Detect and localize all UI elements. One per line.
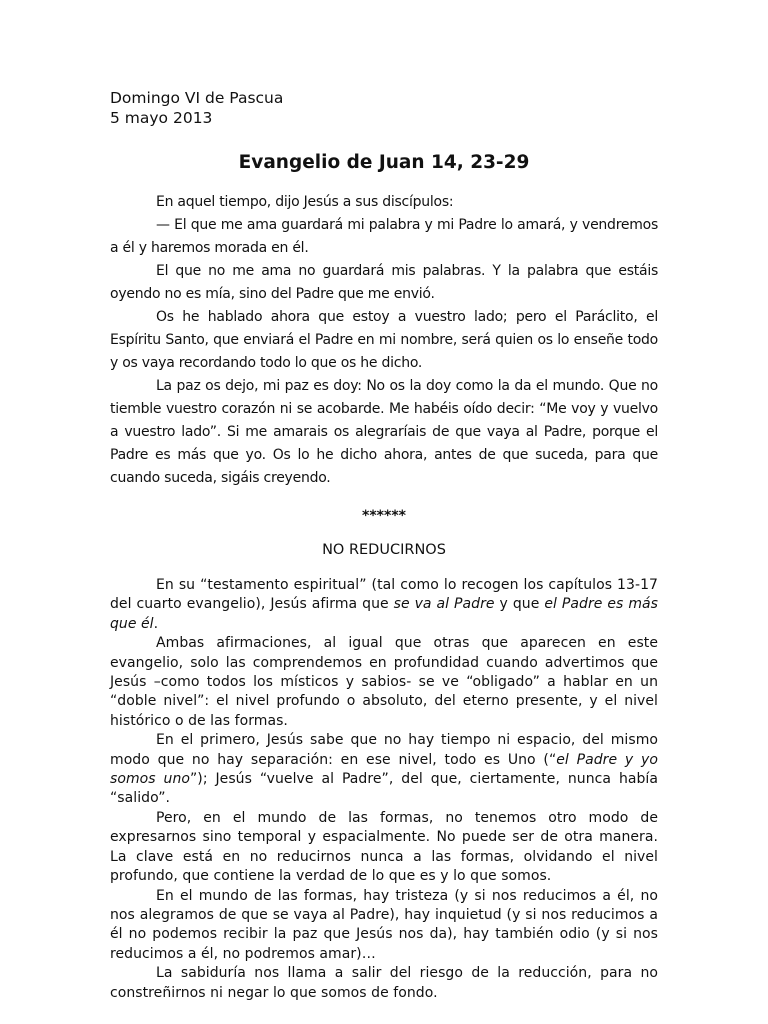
document-page [110, 88, 658, 1003]
italic-quote: el Padre y yo somos uno [110, 751, 658, 788]
document-title: Evangelio de Juan 14, 23-29 [238, 152, 530, 173]
gospel-paragraph: En aquel tiempo, dijo Jesús a sus discípulos: [156, 194, 454, 210]
commentary-paragraph [110, 576, 658, 634]
text-run: y que [494, 596, 545, 613]
italic-quote: se va al Padre [393, 596, 495, 613]
text-run: En su “testamento espiritual” (tal como lo recogen los capítulos 13-17 del cuarto evangelio), Jesús afirma que [110, 577, 658, 613]
section-separator: ****** [362, 508, 406, 524]
gospel-paragraph: La paz os dejo, mi paz es doy: No os la doy como la da el mundo. Que no tiemble vuestro corazón ni se acobarde. Me habéis oído decir: “Me voy y vuelvo a vuestro lado”. Si me amarais os alegraríais de que vaya al Padre, porque el Padre es más que yo. Os lo he dicho ahora, antes de que suceda, para que cuando suceda, sigáis creyendo. [110, 378, 658, 486]
text-run: . [153, 615, 159, 632]
liturgical-date-label: Domingo VI de Pascua [110, 89, 284, 107]
commentary-paragraph [110, 731, 658, 809]
commentary-paragraph: Pero, en el mundo de las formas, no tenemos otro modo de expresarnos sino temporal y espacialmente. No puede ser de otra manera. La clave está en no reducirnos nunca a las formas, olvidando el nivel profundo, que contiene la verdad de lo que es y lo que somos. [110, 809, 658, 885]
commentary-paragraph: En el mundo de las formas, hay tristeza (y si nos reducimos a él, no nos alegramos de que se vaya al Padre), hay inquietud (y si nos reducimos a él no podemos recibir la paz que Jesús nos da), hay también odio (y si nos reducimos a él, no podremos amar)… [110, 887, 658, 962]
commentary-text [110, 576, 658, 1003]
gospel-paragraph: El que no me ama no guardará mis palabras. Y la palabra que estáis oyendo no es mía, sino del Padre que me envió. [110, 263, 658, 302]
gospel-text [110, 191, 658, 490]
gospel-paragraph: Os he hablado ahora que estoy a vuestro lado; pero el Paráclito, el Espíritu Santo, que enviará el Padre en mi nombre, será quien os lo enseñe todo y os vaya recordando todo lo que os he dicho. [110, 309, 658, 371]
calendar-date-label: 5 mayo 2013 [110, 109, 213, 127]
commentary-paragraph: La sabiduría nos llama a salir del riesgo de la reducción, para no constreñirnos ni negar lo que somos de fondo. [110, 965, 658, 1001]
text-run: En el primero, Jesús sabe que no hay tiempo ni espacio, del mismo modo que no hay separación: en ese nivel, todo es Uno (“ [110, 732, 658, 768]
text-run: ”); Jesús “vuelve al Padre”, del que, ciertamente, nunca había “salido”. [110, 771, 658, 807]
commentary-paragraph: Ambas afirmaciones, al igual que otras que aparecen en este evangelio, solo las comprendemos en profundidad cuando advertimos que Jesús –como todos los místicos y sabios- se ve “obligado” a hablar en un “doble nivel”: el nivel profundo o absoluto, del eterno presente, y el nivel histórico o de las formas. [110, 635, 658, 729]
gospel-paragraph: — El que me ama guardará mi palabra y mi Padre lo amará, y vendremos a él y haremos morada en él. [110, 217, 658, 256]
italic-quote: el Padre es más que él [110, 596, 659, 632]
commentary-title: NO REDUCIRNOS [322, 542, 446, 558]
